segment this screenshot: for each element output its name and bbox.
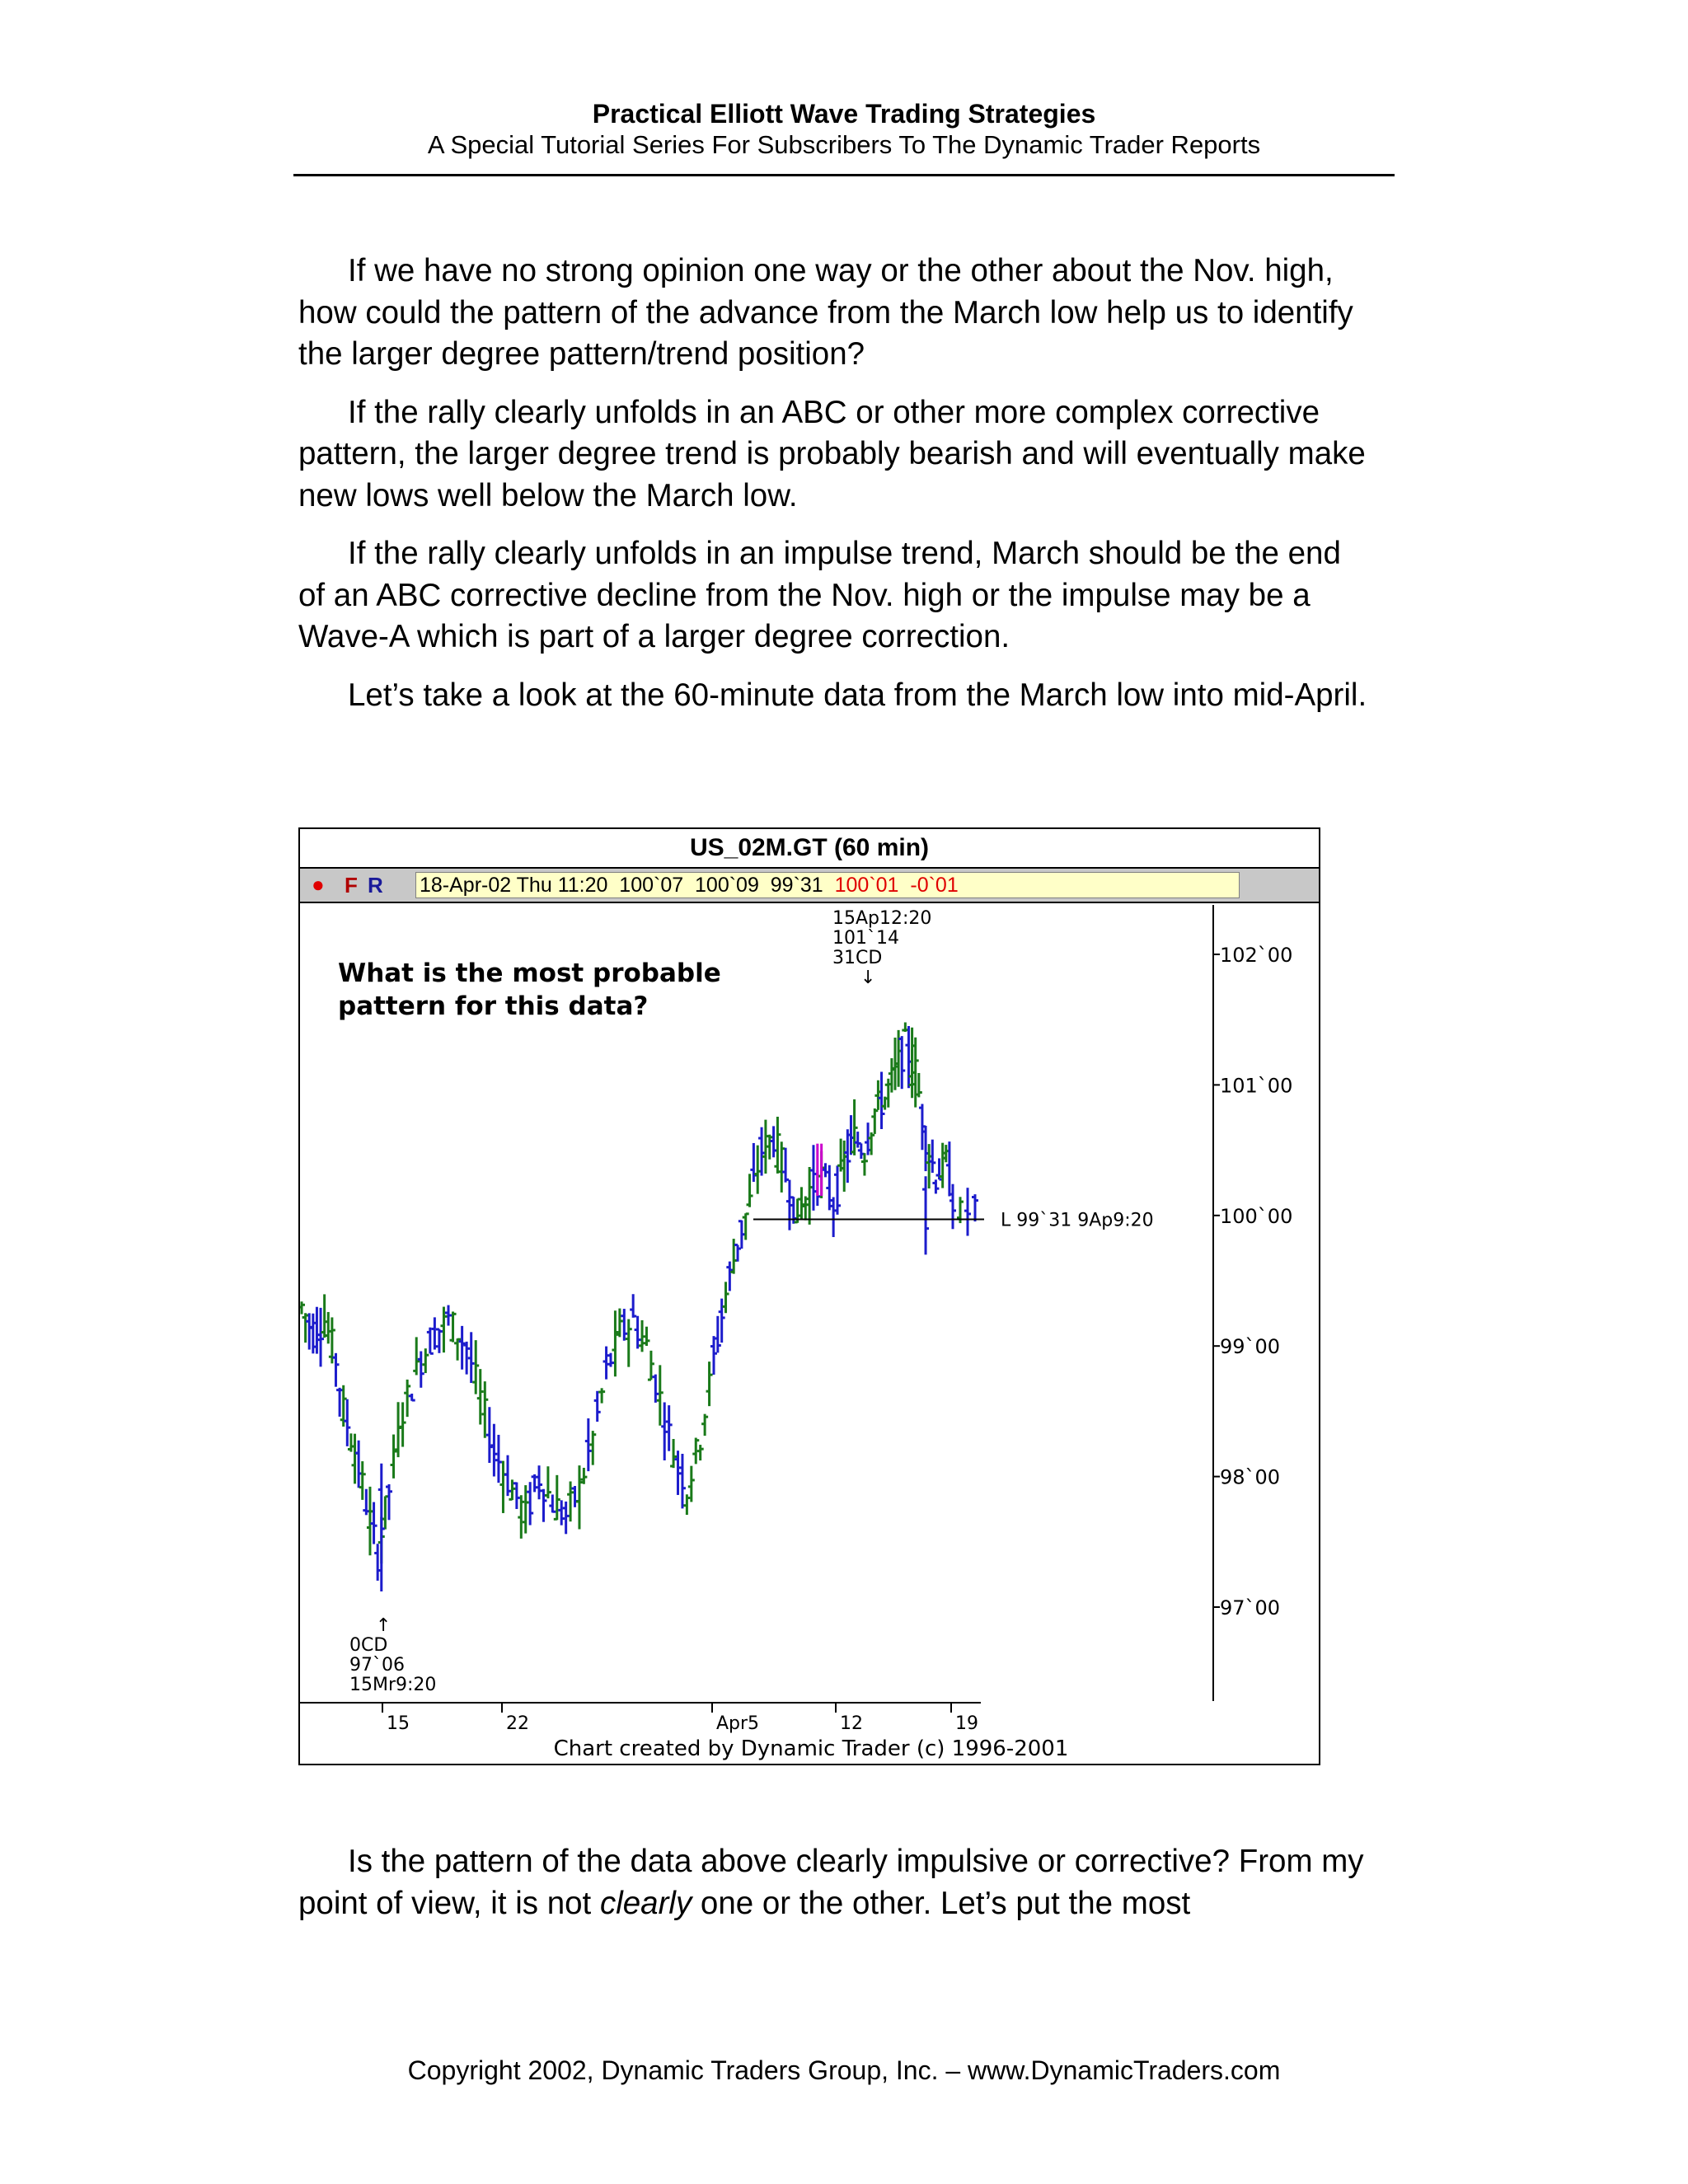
price-bar <box>413 1337 420 1375</box>
price-bar <box>382 1497 388 1530</box>
price-bar <box>715 1316 721 1353</box>
price-bar <box>391 1435 397 1479</box>
price-bar <box>348 1433 354 1451</box>
price-bar <box>806 1167 813 1225</box>
price-bar <box>657 1365 663 1425</box>
price-bar <box>409 1394 415 1401</box>
price-tick-label: 102`00 <box>1220 944 1293 967</box>
price-bar <box>603 1347 610 1380</box>
price-bar <box>418 1352 424 1388</box>
price-bar <box>355 1441 362 1488</box>
status-change: -0`01 <box>910 874 959 897</box>
price-bar <box>697 1445 704 1460</box>
price-bar <box>468 1332 475 1383</box>
price-bar <box>688 1466 695 1502</box>
paragraph-1: If we have no strong opinion one way or the other about the Nov. high, how could the pattern of the advance from the March low help us to identify the larger degree pattern/trend position? <box>298 253 1353 372</box>
price-bar <box>459 1326 466 1370</box>
price-bar <box>635 1316 641 1349</box>
price-bar <box>612 1310 618 1376</box>
price-bar <box>723 1282 729 1313</box>
price-bar <box>754 1146 761 1194</box>
price-bar <box>558 1500 565 1525</box>
price-bar <box>374 1544 381 1581</box>
price-bar <box>738 1221 745 1249</box>
price-bar <box>481 1381 488 1438</box>
price-bar <box>767 1135 773 1160</box>
high-annotation-line: 101`14 <box>832 928 899 949</box>
header-divider <box>293 174 1395 176</box>
price-bar <box>626 1319 632 1367</box>
closing-paragraph <box>298 1841 1370 1924</box>
price-bar <box>972 1194 978 1221</box>
price-bar <box>495 1435 502 1483</box>
price-bar <box>932 1179 939 1193</box>
header-title: Practical Elliott Wave Trading Strategies <box>592 99 1096 129</box>
price-tick-label: 101`00 <box>1220 1074 1293 1098</box>
price-bar <box>371 1502 377 1544</box>
price-bar <box>679 1454 686 1508</box>
low-annotation-line: 15Mr9:20 <box>349 1675 437 1695</box>
price-bar <box>734 1245 741 1262</box>
price-bar <box>499 1461 506 1513</box>
price-bar <box>802 1196 809 1220</box>
price-bar <box>310 1314 316 1354</box>
price-bar <box>747 1174 753 1207</box>
price-bar <box>726 1262 733 1291</box>
down-arrow-icon: ↓ <box>860 968 876 988</box>
price-bar <box>598 1388 605 1403</box>
status-close: 100`01 <box>834 874 899 897</box>
price-bar <box>490 1424 497 1477</box>
price-tick-label: 100`00 <box>1220 1204 1293 1228</box>
price-bar <box>589 1431 596 1465</box>
price-tick-label: 98`00 <box>1220 1465 1281 1489</box>
price-bar <box>306 1313 312 1349</box>
time-tick-label: 19 <box>955 1713 978 1734</box>
status-f-button[interactable]: F <box>345 873 358 898</box>
price-bar <box>472 1340 479 1394</box>
high-annotation-line: 15Ap12:20 <box>832 908 932 929</box>
price-bar <box>302 1313 309 1343</box>
price-bar <box>317 1308 324 1367</box>
price-bar <box>363 1489 369 1516</box>
intro-text <box>298 251 1370 733</box>
price-bar <box>964 1188 971 1235</box>
price-tick-label: 97`00 <box>1220 1596 1281 1619</box>
low-annotation-line: 97`06 <box>349 1655 405 1675</box>
price-bar <box>386 1484 392 1520</box>
up-arrow-icon: ↑ <box>376 1615 392 1636</box>
status-quote <box>415 872 1240 898</box>
price-bar <box>572 1486 579 1507</box>
price-bar <box>750 1143 757 1182</box>
price-bar <box>359 1461 366 1500</box>
price-bar <box>518 1495 524 1539</box>
chart-canvas <box>300 829 1320 1765</box>
price-bar <box>540 1489 546 1522</box>
price-bar <box>477 1369 484 1424</box>
price-bar <box>300 1301 305 1314</box>
time-tick-label: 12 <box>840 1713 863 1734</box>
price-bar <box>798 1187 804 1219</box>
price-bar <box>774 1117 781 1174</box>
chart-title: US_02M.GT (60 min) <box>689 834 930 861</box>
price-bar <box>549 1494 556 1512</box>
price-bar <box>367 1487 373 1555</box>
status-r-button[interactable]: R <box>368 873 383 898</box>
price-bar <box>648 1351 654 1380</box>
price-bar <box>395 1402 401 1457</box>
price-chart <box>298 827 1320 1765</box>
price-bar <box>630 1294 636 1318</box>
status-divider <box>300 902 1319 903</box>
time-tick-label: 15 <box>387 1713 410 1734</box>
price-bar <box>778 1141 785 1193</box>
price-bar <box>378 1464 385 1591</box>
paragraph-3: If the rally clearly unfolds in an impulse trend, March should be the end of an ABC corrective decline from the Nov. high or the impulse may be a Wave-A which is part of a larger degree correction. <box>298 536 1341 654</box>
price-bar <box>710 1336 717 1375</box>
high-annotation-line: 31CD <box>832 948 883 968</box>
price-bar <box>504 1455 511 1496</box>
price-bar <box>404 1380 410 1417</box>
price-bar <box>706 1361 713 1406</box>
question-text-line-2: pattern for this data? <box>338 991 649 1021</box>
price-tick-label: 99`00 <box>1220 1335 1281 1359</box>
price-bar <box>576 1465 583 1529</box>
price-bar <box>771 1126 777 1157</box>
price-bar <box>666 1405 673 1451</box>
time-tick-label: 22 <box>506 1713 529 1734</box>
price-bar <box>661 1403 668 1460</box>
price-bar <box>683 1494 690 1515</box>
price-bar <box>336 1388 343 1417</box>
price-bar <box>431 1317 438 1349</box>
price-bar <box>830 1197 837 1237</box>
price-bar <box>822 1163 828 1177</box>
price-bar <box>344 1399 350 1446</box>
price-bar <box>621 1309 627 1341</box>
status-dot-icon: ● <box>312 872 325 897</box>
closing-part-1: Is the pattern of the data above clearly impulsive or corrective? From my point of view, it is not <box>298 1844 1364 1921</box>
price-bar <box>513 1483 520 1509</box>
price-bar <box>594 1391 601 1422</box>
chart-status-bar <box>300 869 1319 902</box>
chart-credit: Chart created by Dynamic Trader (c) 1996-2001 <box>553 1736 1069 1761</box>
question-text-line-1: What is the most probable <box>338 958 721 988</box>
price-bar <box>536 1465 542 1499</box>
price-bar <box>786 1180 793 1230</box>
price-bar <box>400 1402 406 1446</box>
price-bar <box>701 1414 708 1436</box>
footer-copyright: Copyright 2002, Dynamic Traders Group, Inc. – www.DynamicTraders.com <box>407 2055 1281 2085</box>
header-subtitle: A Special Tutorial Series For Subscribers To The Dynamic Trader Reports <box>427 130 1261 159</box>
price-bar <box>834 1165 841 1215</box>
price-bar <box>427 1328 434 1354</box>
price-bar <box>422 1348 429 1373</box>
price-bar <box>810 1145 817 1211</box>
paragraph-2: If the rally clearly unfolds in an ABC or other more complex corrective pattern, the larger degree trend is probably bearish and will eventually make new lows well below the March low. <box>298 394 1366 513</box>
price-bar <box>743 1213 749 1240</box>
support-label: L 99`31 9Ap9:20 <box>1001 1210 1154 1231</box>
status-quote-values: 18-Apr-02 Thu 11:20 100`07 100`09 99`31 <box>420 874 823 897</box>
price-bar <box>782 1148 789 1183</box>
price-bar <box>436 1329 443 1353</box>
price-bar <box>554 1475 560 1520</box>
price-bar <box>719 1299 725 1343</box>
closing-part-2: one or the other. Let’s put the most <box>692 1885 1191 1921</box>
price-bar <box>871 1108 878 1134</box>
low-annotation-line: 0CD <box>349 1635 388 1656</box>
price-bar <box>545 1466 551 1498</box>
paragraph-4: Let’s take a look at the 60-minute data from the March low into mid-April. <box>348 677 1367 713</box>
time-tick-label: Apr5 <box>716 1713 760 1734</box>
price-bar <box>352 1434 359 1484</box>
price-bar <box>758 1127 765 1176</box>
closing-emphasis: clearly <box>599 1885 692 1921</box>
closing-text <box>298 1841 1370 1941</box>
price-bar <box>321 1294 328 1338</box>
price-bar <box>639 1320 645 1352</box>
price-bar <box>670 1439 677 1468</box>
price-bar <box>325 1312 331 1343</box>
price-bar <box>332 1353 339 1387</box>
price-bar <box>486 1407 493 1463</box>
price-bar <box>652 1375 659 1403</box>
